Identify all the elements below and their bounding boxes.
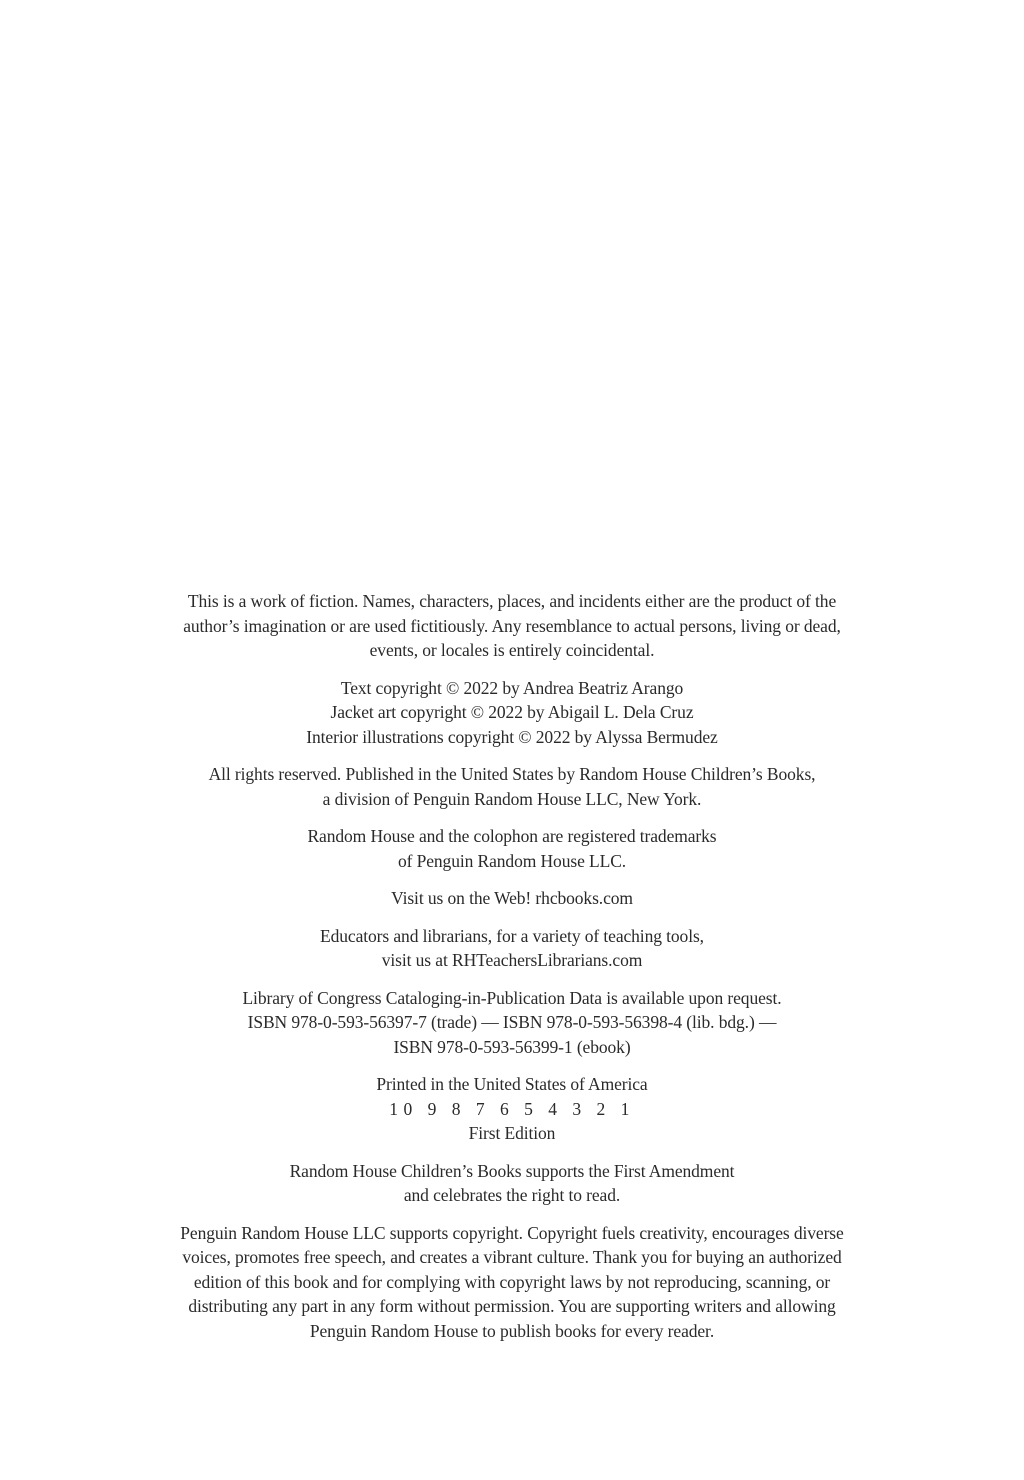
- text-line: events, or locales is entirely coincidental.: [369, 640, 655, 660]
- website-notice: [112, 886, 912, 911]
- text-line: Jacket art copyright © 2022 by Abigail L. Dela Cruz: [330, 702, 694, 722]
- text-line: visit us at RHTeachersLibrarians.com: [381, 950, 643, 970]
- educators-notice: [112, 924, 912, 973]
- text-line: This is a work of fiction. Names, characters, places, and incidents either are the product of the: [187, 591, 837, 611]
- text-line: Visit us on the Web! rhcbooks.com: [391, 888, 633, 908]
- text-line: Penguin Random House to publish books for every reader.: [309, 1320, 715, 1341]
- text-line: a division of Penguin Random House LLC, New York.: [322, 788, 702, 809]
- copyright-support-notice: [112, 1221, 912, 1344]
- text-line: author’s imagination or are used fictitiously. Any resemblance to actual persons, living or dead,: [183, 615, 841, 636]
- printer-key: 10 9 8 7 6 5 4 3 2 1: [389, 1098, 635, 1119]
- text-line: Penguin Random House LLC supports copyright. Copyright fuels creativity, encourages diverse: [180, 1222, 844, 1243]
- edition-label: First Edition: [468, 1123, 556, 1143]
- text-line: Text copyright © 2022 by Andrea Beatriz Arango: [340, 677, 684, 698]
- text-line: and celebrates the right to read.: [403, 1185, 621, 1205]
- text-line: distributing any part in any form without permission. You are supporting writers and allowing: [188, 1296, 836, 1316]
- text-line: edition of this book and for complying with copyright laws by not reproducing, scanning, or: [193, 1271, 831, 1292]
- first-amendment-notice: [112, 1159, 912, 1208]
- text-line: Educators and librarians, for a variety of teaching tools,: [320, 925, 704, 946]
- isbn-line: ISBN 978-0-593-56397-7 (trade) — ISBN 978-0-593-56398-4 (lib. bdg.) —: [247, 1012, 777, 1032]
- trademark-notice: [112, 824, 912, 873]
- copyright-page: [112, 589, 912, 1343]
- text-line: Library of Congress Cataloging-in-Publication Data is available upon request.: [242, 987, 782, 1008]
- text-line: Random House and the colophon are registered trademarks: [307, 826, 717, 846]
- text-line: Interior illustrations copyright © 2022 by Alyssa Bermudez: [306, 726, 718, 747]
- cataloging-isbn: [112, 986, 912, 1060]
- text-line: Printed in the United States of America: [376, 1074, 648, 1094]
- rights-reserved: [112, 762, 912, 811]
- isbn-line: ISBN 978-0-593-56399-1 (ebook): [393, 1036, 631, 1057]
- text-line: of Penguin Random House LLC.: [397, 850, 627, 871]
- text-line: All rights reserved. Published in the United States by Random House Children’s Books,: [208, 764, 816, 784]
- text-line: voices, promotes free speech, and creates a vibrant culture. Thank you for buying an authorized: [182, 1247, 842, 1267]
- fiction-disclaimer: [112, 589, 912, 663]
- printing-info: [112, 1072, 912, 1146]
- copyright-credits: [112, 676, 912, 750]
- text-line: Random House Children’s Books supports the First Amendment: [289, 1160, 735, 1181]
